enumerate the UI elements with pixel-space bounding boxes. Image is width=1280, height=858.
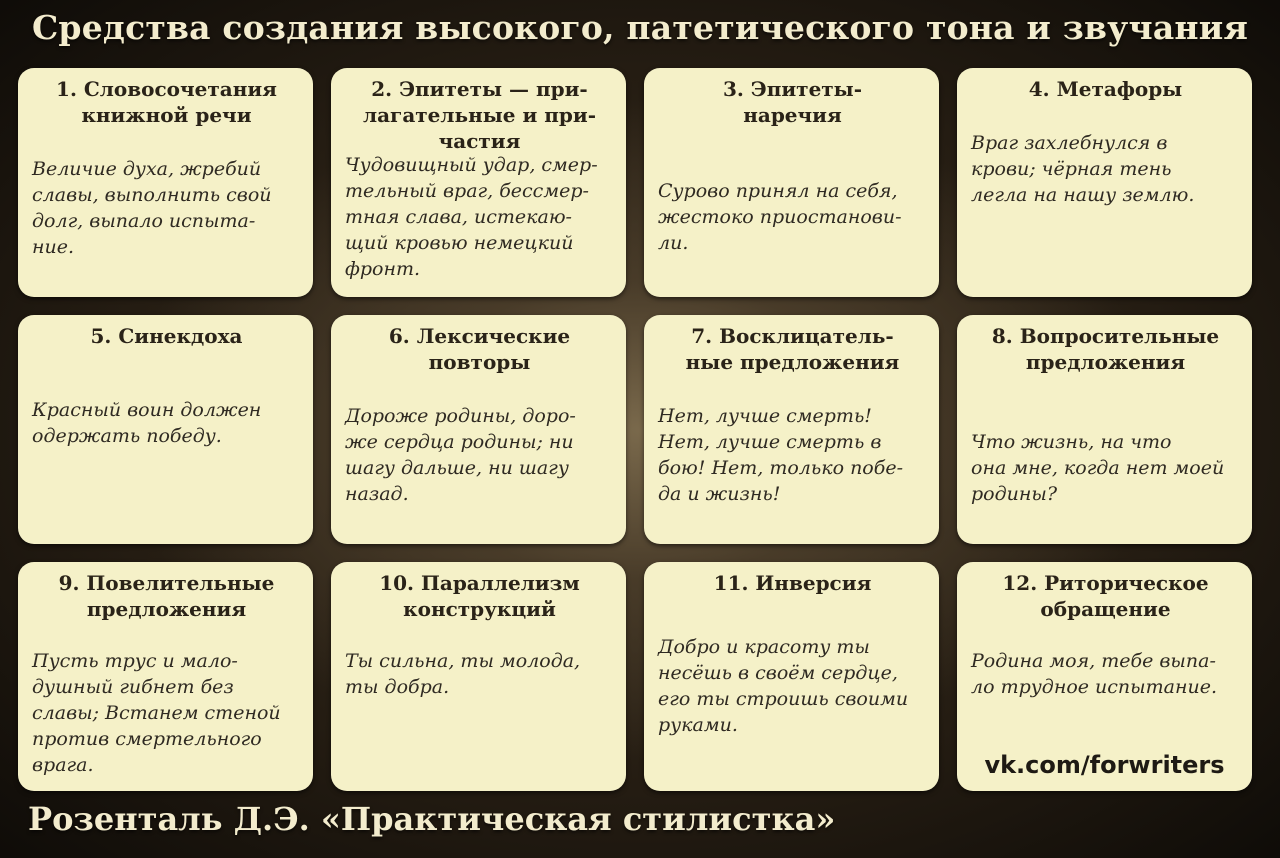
- card-epithets-adjectives: [331, 68, 626, 297]
- card-epithets-adverbs: [644, 68, 939, 297]
- card-example: Что жизнь, на что она мне, когда нет моей родины?: [971, 431, 1225, 505]
- poster-title: Средства создания высокого, патетического тона и звучания: [31, 8, 1249, 47]
- card-synecdoche: [18, 315, 313, 544]
- vk-watermark: vk.com/forwriters: [984, 751, 1225, 779]
- card-title: 8. Вопросительные предложения: [991, 324, 1220, 374]
- card-interrogative-sentences: [957, 315, 1252, 544]
- card-title: 12. Риторическое обращение: [1002, 571, 1209, 621]
- card-example: Величие духа, жребий славы, выполнить свой долг, выпало испыта- ние.: [32, 158, 272, 258]
- card-example: Добро и красоту ты несёшь в своём сердце, его ты строишь своими руками.: [658, 636, 909, 736]
- card-example: Красный воин должен одержать победу.: [32, 399, 262, 447]
- card-metaphors: [957, 68, 1252, 297]
- card-title: 3. Эпитеты- наречия: [722, 77, 863, 127]
- card-title: 4. Метафоры: [1028, 77, 1183, 101]
- card-title: 7. Восклицатель- ные предложения: [685, 324, 900, 374]
- card-title: 6. Лексические повторы: [388, 324, 571, 374]
- card-example: Сурово принял на себя, жестоко приостанови- ли.: [658, 180, 902, 254]
- card-example: Дороже родины, доро- же сердца родины; ни шагу дальше, ни шагу назад.: [345, 405, 576, 505]
- card-example: Нет, лучше смерть! Нет, лучше смерть в бою! Нет, только побе- да и жизнь!: [658, 405, 904, 505]
- card-lexical-repetitions: [331, 315, 626, 544]
- card-parallelism: [331, 562, 626, 791]
- cards-grid: [18, 68, 1252, 791]
- card-example: Чудовищный удар, смер- тельный враг, бессмер- тная слава, истекаю- щий кровью немецкий фронт.: [345, 154, 598, 280]
- source-citation: Розенталь Д.Э. «Практическая стилистка»: [28, 800, 836, 838]
- card-example: Враг захлебнулся в крови; чёрная тень легла на нашу землю.: [971, 132, 1195, 206]
- card-rhetorical-address: [957, 562, 1252, 791]
- card-title: 9. Повелительные предложения: [58, 571, 275, 621]
- card-book-phrases: [18, 68, 313, 297]
- card-example: Ты сильна, ты молода, ты добра.: [345, 650, 581, 698]
- card-title: 10. Параллелизм конструкций: [379, 571, 580, 621]
- card-title: 11. Инверсия: [713, 571, 872, 595]
- card-exclamatory-sentences: [644, 315, 939, 544]
- card-example: Пусть трус и мало- душный гибнет без славы; Встанем стеной против смертельного врага.: [32, 650, 281, 776]
- card-example: Родина моя, тебе выпа- ло трудное испытание.: [971, 650, 1218, 698]
- card-inversion: [644, 562, 939, 791]
- card-imperative-sentences: [18, 562, 313, 791]
- card-title: 5. Синекдоха: [90, 324, 243, 348]
- card-title: 1. Словосочетания книжной речи: [56, 77, 277, 127]
- card-title: 2. Эпитеты — при- лагательные и при- частия: [363, 77, 596, 153]
